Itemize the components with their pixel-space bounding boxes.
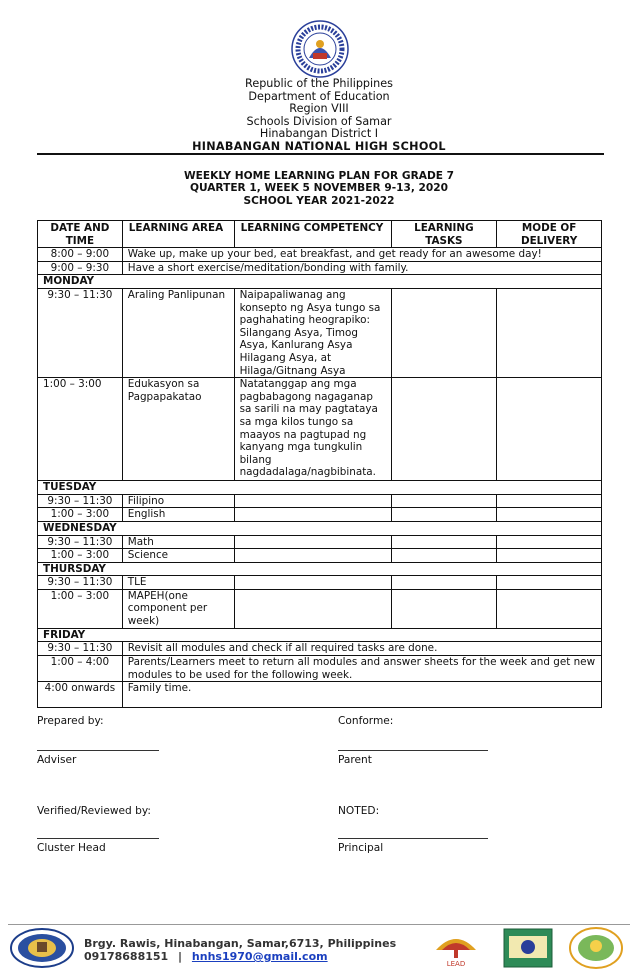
footer-email-link[interactable]: hnhs1970@gmail.com: [191, 950, 328, 963]
prepared-by-label: Prepared by:: [37, 715, 104, 727]
day-label: MONDAY: [38, 275, 602, 289]
time-cell: 1:00 – 3:00: [38, 508, 123, 522]
day-label: THURSDAY: [38, 562, 602, 576]
adviser-signature-line: [37, 750, 159, 751]
tasks-cell: [391, 535, 497, 549]
header-district: Hinabangan District I: [259, 127, 379, 141]
time-cell: 9:30 – 11:30: [38, 576, 123, 590]
tasks-cell: [391, 508, 497, 522]
table-row: [38, 261, 602, 275]
tasks-cell: [391, 549, 497, 563]
tasks-cell: [391, 378, 497, 481]
competency-cell: [234, 589, 391, 628]
footer-separator: |: [178, 950, 183, 963]
area-cell: Edukasyon sa Pagpapakatao: [122, 378, 234, 481]
time-cell: 9:30 – 11:30: [38, 494, 123, 508]
delivery-cell: [497, 535, 602, 549]
time-cell: 1:00 – 4:00: [38, 656, 123, 682]
col-header-mode-of-delivery: MODE OF DELIVERY: [497, 221, 602, 248]
parent-signature-line: [338, 750, 488, 751]
time-cell: 9:30 – 11:30: [38, 288, 123, 377]
adviser-label: Adviser: [37, 754, 77, 766]
cluster-head-label: Cluster Head: [37, 842, 106, 854]
time-cell: 8:00 – 9:00: [38, 248, 123, 262]
header-divider: [37, 153, 604, 155]
time-cell: 4:00 onwards: [38, 682, 123, 708]
table-row: [38, 288, 602, 377]
competency-cell: Natatanggap ang mga pagbabagong nagaganap sa sarili na may pagtataya sa mga kilos tungo sa maayos na pagtupad ng kanyang mga tungkulin bilang nagdadalaga/nagbibinata.: [234, 378, 391, 481]
delivery-cell: [497, 378, 602, 481]
time-cell: 9:00 – 9:30: [38, 261, 123, 275]
table-row: [38, 576, 602, 590]
competency-cell: [234, 549, 391, 563]
footer-phone: 09178688151: [84, 950, 169, 963]
table-row: [38, 535, 602, 549]
delivery-cell: [497, 494, 602, 508]
table-row: [38, 378, 602, 481]
cluster-head-signature-line: [37, 838, 159, 839]
table-row: [38, 549, 602, 563]
col-header-date-time: DATE AND TIME: [38, 221, 123, 248]
principal-signature-line: [338, 838, 488, 839]
header-school-name: HINABANGAN NATIONAL HIGH SCHOOL: [192, 139, 446, 153]
principal-label: Principal: [338, 842, 384, 854]
day-label: TUESDAY: [38, 481, 602, 495]
table-row: [38, 248, 602, 262]
learning-plan-table: [37, 220, 602, 708]
parent-label: Parent: [338, 754, 372, 766]
competency-cell: [234, 535, 391, 549]
area-cell: English: [122, 508, 234, 522]
school-logo: [10, 928, 74, 968]
col-header-learning-area: LEARNING AREA: [122, 221, 234, 248]
activity-cell: Revisit all modules and check if all required tasks are done.: [122, 642, 601, 656]
area-cell: MAPEH(one component per week): [122, 589, 234, 628]
day-row-wednesday: [38, 521, 602, 535]
time-cell: 1:00 – 3:00: [38, 549, 123, 563]
table-row: [38, 682, 602, 708]
activity-cell: Have a short exercise/meditation/bonding with family.: [122, 261, 601, 275]
deped-seal-logo: [291, 20, 349, 78]
deped-badge-logo: [503, 928, 553, 968]
day-label: FRIDAY: [38, 628, 602, 642]
activity-cell: Family time.: [122, 682, 601, 708]
lead-logo-label: LEAD: [446, 960, 466, 968]
area-cell: Filipino: [122, 494, 234, 508]
time-cell: 1:00 – 3:00: [38, 589, 123, 628]
noted-label: NOTED:: [338, 805, 380, 817]
table-row: [38, 656, 602, 682]
table-row: [38, 508, 602, 522]
activity-cell: Parents/Learners meet to return all modules and answer sheets for the week and get new modules to be used for the following week.: [122, 656, 601, 682]
area-cell: TLE: [122, 576, 234, 590]
day-row-friday: [38, 628, 602, 642]
tasks-cell: [391, 288, 497, 377]
delivery-cell: [497, 589, 602, 628]
area-cell: Math: [122, 535, 234, 549]
time-cell: 9:30 – 11:30: [38, 642, 123, 656]
day-row-tuesday: [38, 481, 602, 495]
lead-logo: [430, 930, 482, 968]
col-header-learning-competency: LEARNING COMPETENCY: [234, 221, 391, 248]
table-row: [38, 642, 602, 656]
competency-cell: Naipapaliwanag ang konsepto ng Asya tungo sa paghahating heograpiko: Silangang Asya, Timog Asya, Kanlurang Asya Hilagang Asya, at Hilaga/Gitnang Asya: [234, 288, 391, 377]
delivery-cell: [497, 576, 602, 590]
time-cell: 1:00 – 3:00: [38, 378, 123, 481]
delivery-cell: [497, 508, 602, 522]
day-row-monday: [38, 275, 602, 289]
header-department: Department of Education: [248, 89, 390, 103]
verified-label: Verified/Reviewed by:: [37, 805, 151, 817]
delivery-cell: [497, 288, 602, 377]
table-header-row: [38, 221, 602, 248]
area-cell: Araling Panlipunan: [122, 288, 234, 377]
district-logo: [568, 926, 624, 970]
tasks-cell: [391, 494, 497, 508]
footer-divider: [8, 924, 630, 925]
competency-cell: [234, 508, 391, 522]
table-row: [38, 589, 602, 628]
table-row: [38, 494, 602, 508]
time-cell: 9:30 – 11:30: [38, 535, 123, 549]
header-republic: Republic of the Philippines: [245, 77, 393, 90]
conforme-label: Conforme:: [338, 715, 394, 727]
footer-contact: [84, 937, 396, 963]
activity-cell: Wake up, make up your bed, eat breakfast, and get ready for an awesome day!: [122, 248, 601, 262]
footer-address: Brgy. Rawis, Hinabangan, Samar,6713, Philippines: [84, 937, 397, 950]
header-region: Region VIII: [289, 102, 349, 116]
delivery-cell: [497, 549, 602, 563]
tasks-cell: [391, 576, 497, 590]
plan-title: WEEKLY HOME LEARNING PLAN FOR GRADE 7: [183, 170, 455, 182]
competency-cell: [234, 494, 391, 508]
col-header-learning-tasks: LEARNING TASKS: [391, 221, 497, 248]
day-row-thursday: [38, 562, 602, 576]
plan-school-year: SCHOOL YEAR 2021-2022: [243, 194, 395, 207]
tasks-cell: [391, 589, 497, 628]
header-division: Schools Division of Samar: [246, 114, 392, 128]
competency-cell: [234, 576, 391, 590]
day-label: WEDNESDAY: [38, 521, 602, 535]
area-cell: Science: [122, 549, 234, 563]
plan-quarter-week: QUARTER 1, WEEK 5 NOVEMBER 9-13, 2020: [189, 182, 449, 195]
